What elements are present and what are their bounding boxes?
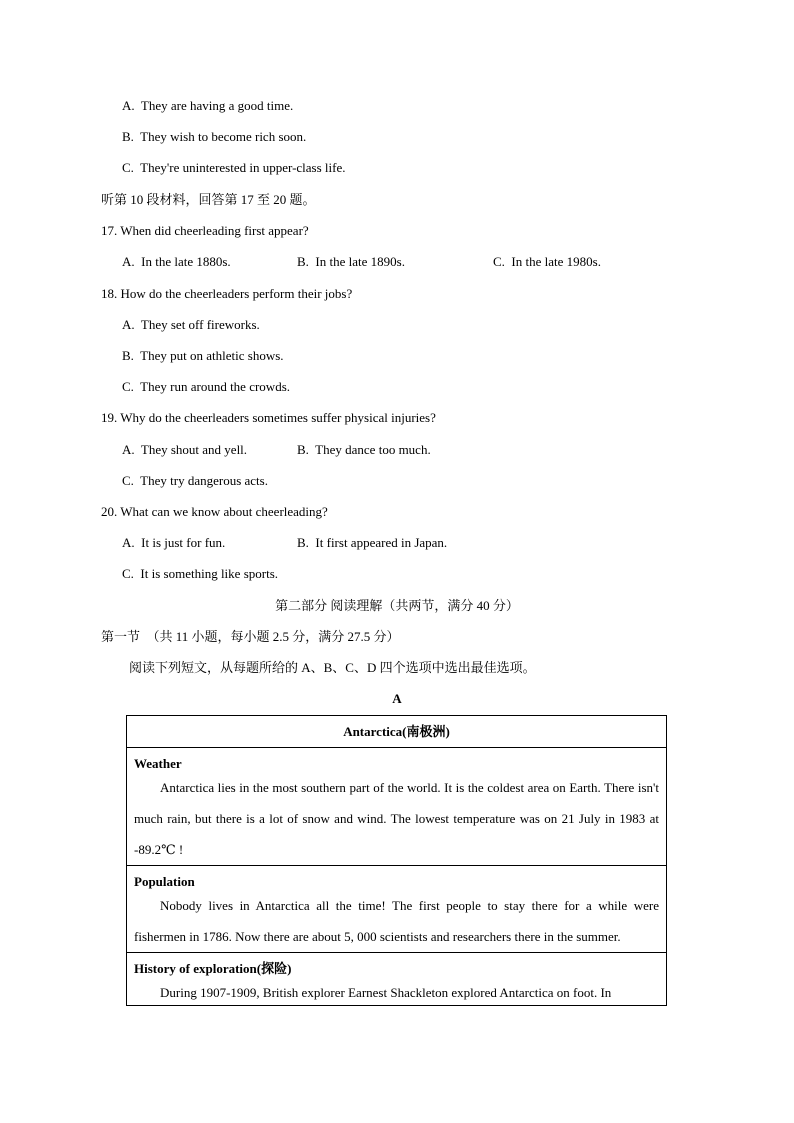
history-cell xyxy=(127,953,667,1006)
q16-option-c: C. They're uninterested in upper-class life. xyxy=(122,160,346,175)
q20-option-b: B. It first appeared in Japan. xyxy=(297,535,448,550)
q17-option-b: B. In the late 1890s. xyxy=(297,254,405,269)
q20-stem: 20. What can we know about cheerleading? xyxy=(101,504,328,519)
history-text: During 1907-1909, British explorer Earnest Shackleton explored Antarctica on foot. In xyxy=(160,985,612,1000)
q18-option-a: A. They set off fireworks. xyxy=(122,317,260,332)
population-text: Nobody lives in Antarctica all the time! The first people to stay there for a while were fishermen in 1786. Now there are about 5, 000 scientists and researchers there in the summer. xyxy=(134,898,659,944)
q18-option-c: C. They run around the crowds. xyxy=(122,379,291,394)
weather-cell xyxy=(127,748,667,866)
q17-stem: 17. When did cheerleading first appear? xyxy=(101,223,309,238)
passage-label: A xyxy=(392,691,402,706)
part2-title: 第二部分 阅读理解（共两节，满分 40 分） xyxy=(275,598,519,613)
q19-option-c: C. They try dangerous acts. xyxy=(122,473,268,488)
antarctica-table xyxy=(126,715,667,1006)
q19-option-a: A. They shout and yell. xyxy=(122,442,248,457)
section1-title: 第一节 （共 11 小题，每小题 2.5 分，满分 27.5 分） xyxy=(101,629,400,644)
weather-text: Antarctica lies in the most southern part of the world. It is the coldest area on Earth. There isn't much rain, but there is a lot of snow and wind. The lowest temperature was on 21 July in 1983 at -89.2℃ ! xyxy=(134,780,659,857)
q20-option-a: A. It is just for fun. xyxy=(122,535,226,550)
table-title: Antarctica(南极洲) xyxy=(127,716,667,748)
history-heading: History of exploration(探险) xyxy=(134,961,292,976)
q17-option-c: C. In the late 1980s. xyxy=(493,254,601,269)
q18-option-b: B. They put on athletic shows. xyxy=(122,348,284,363)
q19-option-b: B. They dance too much. xyxy=(297,442,431,457)
weather-heading: Weather xyxy=(134,756,182,771)
q16-option-a: A. They are having a good time. xyxy=(122,98,294,113)
q17-option-a: A. In the late 1880s. xyxy=(122,254,231,269)
q16-option-b: B. They wish to become rich soon. xyxy=(122,129,307,144)
section10-heading: 听第 10 段材料，回答第 17 至 20 题。 xyxy=(101,192,316,207)
q19-stem: 19. Why do the cheerleaders sometimes suffer physical injuries? xyxy=(101,410,436,425)
population-cell xyxy=(127,866,667,953)
q18-stem: 18. How do the cheerleaders perform their jobs? xyxy=(101,286,353,301)
q20-option-c: C. It is something like sports. xyxy=(122,566,278,581)
population-heading: Population xyxy=(134,874,195,889)
reading-instruction: 阅读下列短文，从每题所给的 A、B、C、D 四个选项中选出最佳选项。 xyxy=(129,660,536,675)
